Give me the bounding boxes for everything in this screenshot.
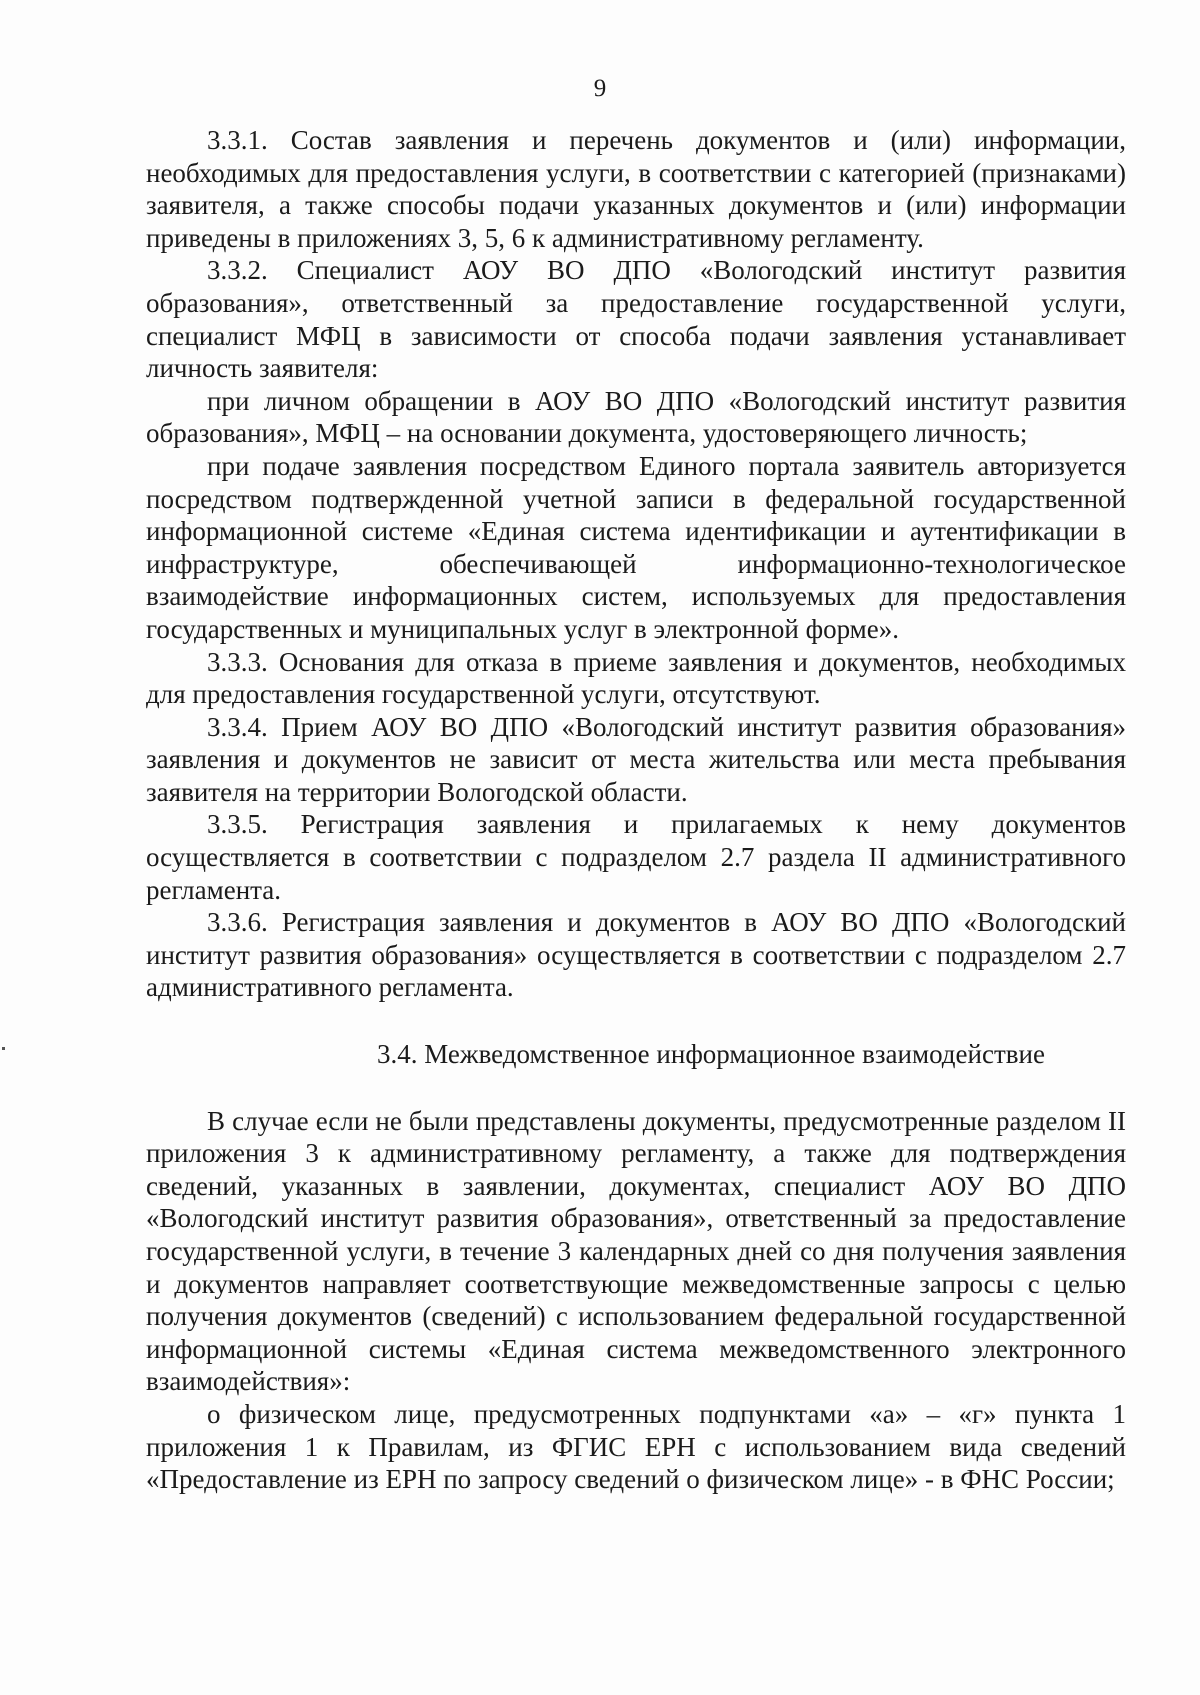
paragraph-3-3-4: 3.3.4. Прием АОУ ВО ДПО «Вологодский институт развития образования» заявления и документов не зависит от места жительства или места пребывания заявителя на территории Вологодской области. [146, 711, 1126, 807]
paragraph-3-4-individual: о физическом лице, предусмотренных подпунктами «а» – «г» пункта 1 приложения 1 к Правилам, из ФГИС ЕРН с использованием вида сведений «Предоставление из ЕРН по запросу сведений о физическом лице» - в ФНС России; [146, 1398, 1126, 1495]
paragraph-3-3-5: 3.3.5. Регистрация заявления и прилагаемых к нему документов осуществляется в соответствии с подразделом 2.7 раздела II административного регламента. [146, 809, 1126, 905]
paragraph-3-3-3: 3.3.3. Основания для отказа в приеме заявления и документов, необходимых для предоставления государственной услуги, отсутствуют. [146, 646, 1126, 710]
paragraph-3-4-intro: В случае если не были представлены документы, предусмотренные разделом II приложения 3 к административному регламенту, а также для подтверждения сведений, указанных в заявлении, документах, специалист АОУ ВО ДПО «Вологодский институт развития образования», ответственный за предоставление государственной услуги, в течение 3 календарных дней со дня получения заявления и документов направляет соответствующие межведомственные запросы с целью получения документов (сведений) с использованием федеральной государственной информационной системы «Единая система межведомственного электронного взаимодействия»: [146, 1105, 1126, 1397]
paragraph-3-3-6: 3.3.6. Регистрация заявления и документов в АОУ ВО ДПО «Вологодский институт развития образования» осуществляется в соответствии с подразделом 2.7 административного регламента. [146, 907, 1126, 1003]
section-heading-3-4: 3.4. Межведомственное информационное взаимодействие [377, 1039, 1045, 1070]
page-number: 9 [593, 75, 607, 102]
scan-margin-mark [2, 1047, 5, 1050]
paragraph-3-3-2: 3.3.2. Специалист АОУ ВО ДПО «Вологодский институт развития образования», ответственный за предоставление государственной услуги, специалист МФЦ в зависимости от способа подачи заявления устанавливает личность заявителя: [146, 255, 1126, 384]
paragraph-3-3-2-unified-portal: при подаче заявления посредством Единого портала заявитель авторизуется посредством подтвержденной учетной записи в федеральной государственной информационной системе «Единая система идентификации и аутентификации в инфраструктуре, обеспечивающей информационно-технологическое взаимодействие информационных систем, используемых для предоставления государственных и муниципальных услуг в электронной форме». [146, 450, 1126, 644]
document-body [146, 124, 1126, 1496]
paragraph-3-3-1: 3.3.1. Состав заявления и перечень документов и (или) информации, необходимых для предоставления услуги, в соответствии с категорией (признаками) заявителя, а также способы подачи указанных документов и (или) информации приведены в приложениях 3, 5, 6 к административному регламенту. [146, 125, 1126, 253]
paragraph-3-3-2-personal-visit: при личном обращении в АОУ ВО ДПО «Вологодский институт развития образования», МФЦ – на основании документа, удостоверяющего личность; [146, 385, 1126, 449]
